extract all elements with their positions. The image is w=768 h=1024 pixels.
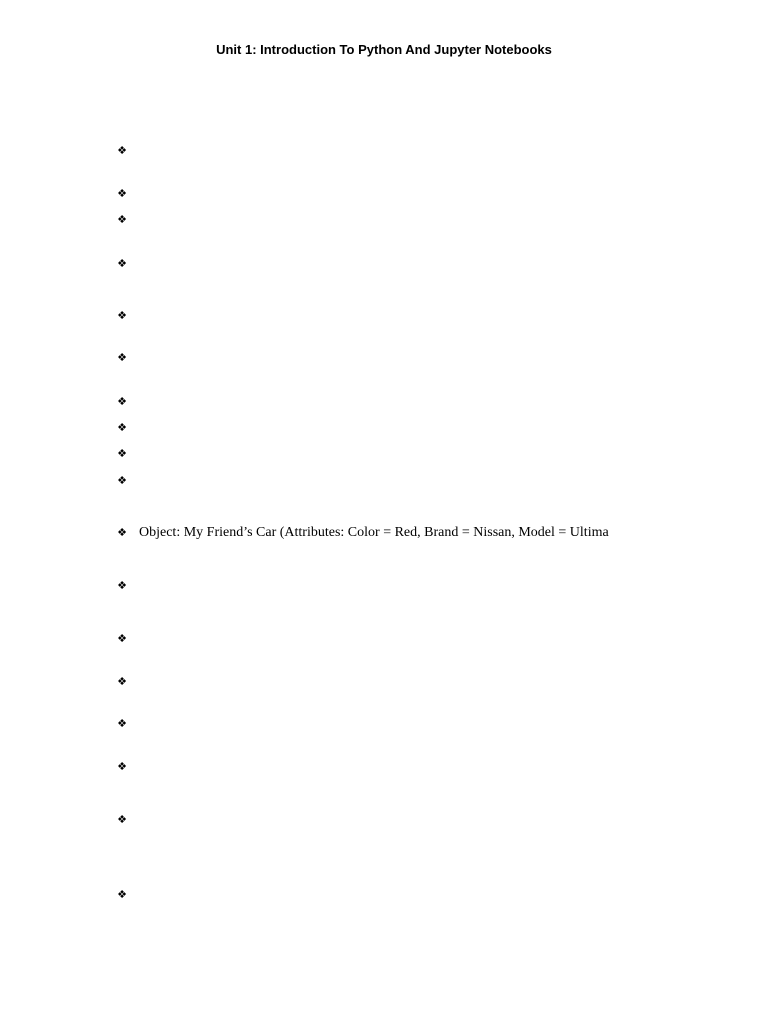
diamond-bullet-icon: ❖ [117, 760, 127, 774]
bullet-item [116, 715, 139, 733]
diamond-bullet-icon: ❖ [117, 813, 127, 827]
bullet-item [116, 630, 139, 648]
bullet-item [116, 185, 139, 203]
diamond-bullet-icon: ❖ [117, 447, 127, 461]
bullet-item [116, 349, 139, 367]
bullet-item [116, 255, 139, 273]
bullet-item [116, 673, 139, 691]
diamond-bullet-icon: ❖ [117, 395, 127, 409]
bullet-item [116, 811, 139, 829]
diamond-bullet-icon: ❖ [117, 526, 127, 540]
diamond-bullet-icon: ❖ [117, 675, 127, 689]
diamond-bullet-icon: ❖ [117, 474, 127, 488]
diamond-bullet-icon: ❖ [117, 421, 127, 435]
diamond-bullet-icon: ❖ [117, 144, 127, 158]
diamond-bullet-icon: ❖ [117, 213, 127, 227]
bullet-item [116, 393, 139, 411]
bullet-item [116, 445, 139, 463]
bullet-item [116, 142, 139, 160]
bullet-item [116, 577, 139, 595]
bullet-item [116, 211, 139, 229]
bullet-item [116, 886, 139, 904]
diamond-bullet-icon: ❖ [117, 309, 127, 323]
diamond-bullet-icon: ❖ [117, 717, 127, 731]
bullet-item [116, 307, 139, 325]
bullet-item [116, 524, 609, 542]
diamond-bullet-icon: ❖ [117, 579, 127, 593]
diamond-bullet-icon: ❖ [117, 632, 127, 646]
diamond-bullet-icon: ❖ [117, 257, 127, 271]
bullet-item [116, 472, 139, 490]
bullet-item [116, 758, 139, 776]
diamond-bullet-icon: ❖ [117, 187, 127, 201]
bullet-text: Object: My Friend’s Car (Attributes: Color = Red, Brand = Nissan, Model = Ultima [139, 525, 609, 541]
page-title: Unit 1: Introduction To Python And Jupyter Notebooks [216, 42, 552, 57]
diamond-bullet-icon: ❖ [117, 351, 127, 365]
diamond-bullet-icon: ❖ [117, 888, 127, 902]
bullet-item [116, 419, 139, 437]
